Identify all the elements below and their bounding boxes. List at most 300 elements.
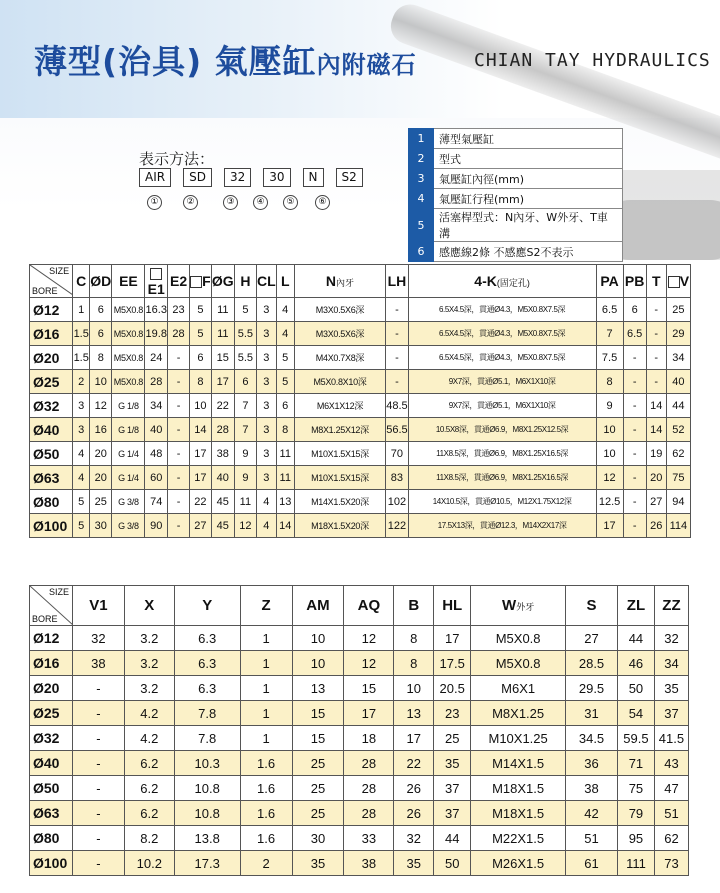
table-cell: 6.2 [124, 776, 174, 801]
table-cell: 16.3 [145, 298, 168, 322]
table-cell: M3X0.5X6深 [294, 322, 385, 346]
table-cell: - [386, 322, 409, 346]
header-cell [471, 586, 566, 626]
table-cell: 12 [344, 651, 394, 676]
table-cell: 28 [344, 776, 394, 801]
table-cell: 3 [256, 370, 276, 394]
table-cell: 62 [654, 826, 688, 851]
table-cell: 3 [256, 394, 276, 418]
table-cell: 8 [276, 418, 294, 442]
table-cell: 7.5 [596, 346, 623, 370]
table-cell: 15 [211, 346, 234, 370]
header-cell: PA [596, 265, 623, 298]
legend-text: 氣壓缸內徑(mm) [434, 169, 623, 189]
header-cell: V1 [72, 586, 124, 626]
table-cell: 52 [666, 418, 690, 442]
table-cell: 94 [666, 490, 690, 514]
table-cell: 83 [386, 466, 409, 490]
table-cell: 12 [596, 466, 623, 490]
table-row [30, 514, 691, 538]
table-cell: 1.6 [240, 826, 292, 851]
table-cell: 44 [666, 394, 690, 418]
table-row [30, 676, 689, 701]
table-cell: 75 [666, 466, 690, 490]
table-cell: 28 [344, 801, 394, 826]
bore-cell: Ø80 [30, 826, 73, 851]
table-cell: 45 [211, 490, 234, 514]
table-cell: 11 [276, 466, 294, 490]
table-cell: G 1/8 [112, 394, 145, 418]
table-row [30, 651, 689, 676]
table-cell: - [168, 490, 190, 514]
header-cell: ZZ [654, 586, 688, 626]
table-cell: 6.5 [596, 298, 623, 322]
table-cell: 10 [596, 418, 623, 442]
table-cell: - [646, 346, 666, 370]
table-cell: 24 [145, 346, 168, 370]
legend-number: 3 [409, 169, 434, 189]
table-cell: 10 [90, 370, 112, 394]
header-label: N [325, 273, 337, 289]
table-cell: 7 [596, 322, 623, 346]
legend-number: 6 [409, 242, 434, 262]
table-cell: - [72, 726, 124, 751]
table-cell: 17 [190, 466, 212, 490]
table-cell: - [623, 490, 646, 514]
table-cell: 4.2 [124, 726, 174, 751]
header-label: 4-K [474, 273, 497, 289]
table-cell: 19 [646, 442, 666, 466]
table-cell: 9 [596, 394, 623, 418]
table-cell: M10X1.5X15深 [294, 442, 385, 466]
header-cell [190, 265, 212, 298]
table-cell: 1.6 [240, 751, 292, 776]
table-cell: - [168, 514, 190, 538]
table-row [30, 851, 689, 876]
table-cell: 38 [344, 851, 394, 876]
table-cell: 27 [566, 626, 618, 651]
table-cell: M3X0.5X6深 [294, 298, 385, 322]
table-cell: 6.3 [174, 651, 240, 676]
table-cell: 56.5 [386, 418, 409, 442]
table-cell: 90 [145, 514, 168, 538]
table-cell: M10X1.5X15深 [294, 466, 385, 490]
table-cell: 6 [234, 370, 256, 394]
table-cell: 3 [256, 298, 276, 322]
table-cell: M18X1.5 [471, 801, 566, 826]
bore-cell: Ø20 [30, 676, 73, 701]
table-cell: 4 [256, 490, 276, 514]
table-cell: 102 [386, 490, 409, 514]
table-cell: 23 [168, 298, 190, 322]
corner-size-label: SIZE [49, 266, 70, 276]
table-cell: 25 [666, 298, 690, 322]
table-cell: 10 [190, 394, 212, 418]
table-cell: 5 [276, 346, 294, 370]
header-label: F [202, 273, 211, 289]
table-cell: 26 [394, 801, 434, 826]
table-cell: 3 [256, 418, 276, 442]
bore-cell: Ø50 [30, 776, 73, 801]
table-cell: M14X1.5X20深 [294, 490, 385, 514]
table-cell: 1 [73, 298, 90, 322]
table-cell: 29.5 [566, 676, 618, 701]
table-cell: M5X0.8 [112, 370, 145, 394]
table-cell: 14 [276, 514, 294, 538]
table-cell: 6.3 [174, 676, 240, 701]
table-cell: 34 [145, 394, 168, 418]
bore-cell: Ø32 [30, 726, 73, 751]
table-cell: 11X8.5深，貫通Ø6.9，M8X1.25X16.5深 [408, 442, 596, 466]
table-cell: 7 [234, 394, 256, 418]
legend-number: 1 [409, 129, 434, 149]
table-cell: M6X1X12深 [294, 394, 385, 418]
bore-cell: Ø32 [30, 394, 73, 418]
header-cell: Y [174, 586, 240, 626]
table-cell: 9X7深，貫通Ø5.1，M6X1X10深 [408, 394, 596, 418]
bore-cell: Ø80 [30, 490, 73, 514]
square-symbol-icon [190, 276, 202, 288]
table-cell: 34 [666, 346, 690, 370]
table-cell: M5X0.8 [471, 626, 566, 651]
table-row [30, 801, 689, 826]
table-cell: 59.5 [617, 726, 654, 751]
table-cell: 3 [256, 466, 276, 490]
header-cell: Z [240, 586, 292, 626]
table-cell: 37 [434, 776, 471, 801]
table-cell: 9 [234, 442, 256, 466]
table-row [30, 751, 689, 776]
table-cell: - [72, 826, 124, 851]
table-cell: 16 [90, 418, 112, 442]
table-cell: 8.2 [124, 826, 174, 851]
table-cell: 10 [394, 676, 434, 701]
table-cell: 6 [190, 346, 212, 370]
header-cell: HL [434, 586, 471, 626]
square-symbol-icon [668, 276, 680, 288]
table-cell: 33 [344, 826, 394, 851]
table-row [30, 466, 691, 490]
table-cell: 25 [292, 751, 344, 776]
code-box: SD [183, 168, 212, 187]
table-cell: 74 [145, 490, 168, 514]
table-cell: 4 [73, 442, 90, 466]
bore-cell: Ø20 [30, 346, 73, 370]
legend-text: 感應線2條 不感應S2不表示 [434, 242, 623, 262]
table-cell: 26 [394, 776, 434, 801]
title-small: 內附磁石 [316, 51, 417, 79]
table-cell: 1.6 [240, 801, 292, 826]
header-cell [145, 265, 168, 298]
legend-number: 5 [409, 209, 434, 242]
table-cell: 36 [566, 751, 618, 776]
table-cell: 8 [90, 346, 112, 370]
table-cell: 13 [292, 676, 344, 701]
table-cell: - [72, 851, 124, 876]
page-title [34, 36, 417, 83]
table-1-body [30, 298, 691, 538]
table-cell: 7.8 [174, 726, 240, 751]
circle-number: ④ [253, 195, 268, 210]
header-cell: L [276, 265, 294, 298]
size-bore-corner [30, 265, 73, 298]
table-cell: - [168, 394, 190, 418]
table-cell: 6 [623, 298, 646, 322]
table-row [30, 394, 691, 418]
table-cell: 7.8 [174, 701, 240, 726]
table-cell: 11 [234, 490, 256, 514]
code-box: 32 [224, 168, 251, 187]
table-cell: 20 [646, 466, 666, 490]
table-row [30, 346, 691, 370]
header-cell [294, 265, 385, 298]
table-cell: 5 [234, 298, 256, 322]
circle-number: ⑤ [283, 195, 298, 210]
header-cell: ZL [617, 586, 654, 626]
table-cell: - [168, 442, 190, 466]
table-cell: 14X10.5深，貫通Ø10.5，M12X1.75X12深 [408, 490, 596, 514]
table-cell: M8X1.25X12深 [294, 418, 385, 442]
table-cell: 15 [292, 701, 344, 726]
header-label: E1 [147, 281, 165, 297]
table-cell: 35 [394, 851, 434, 876]
table-cell: - [168, 346, 190, 370]
header-label: V [679, 273, 690, 289]
code-legend [408, 128, 623, 262]
header-sub-label: 內牙 [336, 278, 355, 288]
table-cell: G 3/8 [112, 490, 145, 514]
table-cell: - [168, 466, 190, 490]
table-cell: 62 [666, 442, 690, 466]
table-cell: 40 [145, 418, 168, 442]
table-cell: 71 [617, 751, 654, 776]
table-cell: 10.2 [124, 851, 174, 876]
table-cell: 6.5X4.5深，貫通Ø4.3，M5X0.8X7.5深 [408, 346, 596, 370]
table-row [30, 826, 689, 851]
legend-row [409, 242, 623, 262]
table-cell: - [168, 370, 190, 394]
table-cell: M6X1 [471, 676, 566, 701]
legend-row [409, 149, 623, 169]
brand-name: CHIAN TAY HYDRAULICS [474, 50, 711, 71]
table-cell: 25 [90, 490, 112, 514]
corner-bore-label: BORE [32, 614, 58, 624]
bore-cell: Ø63 [30, 466, 73, 490]
header-sub-label: (固定孔) [496, 278, 530, 288]
table-cell: 4 [73, 466, 90, 490]
table-header-row [30, 586, 689, 626]
table-cell: 7 [234, 418, 256, 442]
table-cell: 8 [394, 651, 434, 676]
code-box: 30 [263, 168, 290, 187]
table-cell: 79 [617, 801, 654, 826]
circle-number: ③ [223, 195, 238, 210]
table-cell: 4 [276, 322, 294, 346]
header-cell: CL [256, 265, 276, 298]
title-main: 薄型(治具) 氣壓缸 [34, 42, 317, 81]
table-cell: 4 [256, 514, 276, 538]
table-cell: 12 [344, 626, 394, 651]
header-cell: B [394, 586, 434, 626]
table-cell: 6 [276, 394, 294, 418]
table-cell: 25 [292, 776, 344, 801]
legend-number: 4 [409, 189, 434, 209]
table-cell: G 1/4 [112, 466, 145, 490]
table-cell: 6.5 [623, 322, 646, 346]
table-cell: 5 [190, 298, 212, 322]
table-cell: 13 [394, 701, 434, 726]
table-cell: - [72, 701, 124, 726]
table-cell: 38 [211, 442, 234, 466]
table-cell: 8 [596, 370, 623, 394]
table-cell: 3.2 [124, 676, 174, 701]
table-cell: 27 [646, 490, 666, 514]
table-cell: M5X0.8 [471, 651, 566, 676]
table-cell: 38 [566, 776, 618, 801]
table-cell: 28 [145, 370, 168, 394]
table-row [30, 776, 689, 801]
table-cell: 32 [394, 826, 434, 851]
table-cell: - [623, 394, 646, 418]
legend-row [409, 129, 623, 149]
table-cell: 25 [292, 801, 344, 826]
table-cell: 6.5X4.5深，貫通Ø4.3，M5X0.8X7.5深 [408, 298, 596, 322]
table-cell: 28 [211, 418, 234, 442]
header-cell: X [124, 586, 174, 626]
table-row [30, 418, 691, 442]
table-cell: G 1/8 [112, 418, 145, 442]
table-cell: 15 [292, 726, 344, 751]
bore-cell: Ø12 [30, 298, 73, 322]
table-cell: 122 [386, 514, 409, 538]
table-cell: 9 [234, 466, 256, 490]
bore-cell: Ø63 [30, 801, 73, 826]
table-cell: 20 [90, 466, 112, 490]
table-cell: 17 [434, 626, 471, 651]
table-header-row [30, 265, 691, 298]
table-cell: 14 [190, 418, 212, 442]
table-cell: 95 [617, 826, 654, 851]
table-cell: 30 [90, 514, 112, 538]
legend-text: 活塞桿型式：N內牙、W外牙、T車溝 [434, 209, 623, 242]
table-cell: - [623, 346, 646, 370]
table-row [30, 701, 689, 726]
table-cell: - [646, 370, 666, 394]
bore-cell: Ø16 [30, 322, 73, 346]
table-cell: M14X1.5 [471, 751, 566, 776]
table-cell: 17 [394, 726, 434, 751]
table-cell: 29 [666, 322, 690, 346]
table-cell: 12 [234, 514, 256, 538]
table-cell: - [72, 776, 124, 801]
table-cell: 1 [240, 651, 292, 676]
table-cell: 19.8 [145, 322, 168, 346]
table-cell: 3.2 [124, 626, 174, 651]
table-cell: 40 [666, 370, 690, 394]
table-cell: 4 [276, 298, 294, 322]
header-cell: ØG [211, 265, 234, 298]
table-cell: 17 [190, 442, 212, 466]
table-cell: 4.2 [124, 701, 174, 726]
table-cell: M5X0.8 [112, 298, 145, 322]
table-cell: 13 [276, 490, 294, 514]
corner-bore-label: BORE [32, 286, 58, 296]
table-cell: 44 [617, 626, 654, 651]
table-cell: - [623, 418, 646, 442]
header-cell: S [566, 586, 618, 626]
circle-number: ① [147, 195, 162, 210]
bore-cell: Ø40 [30, 418, 73, 442]
bore-cell: Ø25 [30, 370, 73, 394]
legend-row [409, 189, 623, 209]
table-cell: 31 [566, 701, 618, 726]
header-cell: H [234, 265, 256, 298]
table-cell: - [386, 298, 409, 322]
table-row [30, 726, 689, 751]
table-cell: 75 [617, 776, 654, 801]
table-cell: 28 [168, 322, 190, 346]
table-cell: 20.5 [434, 676, 471, 701]
table-cell: 3 [73, 418, 90, 442]
table-cell: 1.5 [73, 346, 90, 370]
bore-cell: Ø40 [30, 751, 73, 776]
legend-row [409, 169, 623, 189]
table-cell: 10 [596, 442, 623, 466]
table-cell: 37 [654, 701, 688, 726]
bore-cell: Ø100 [30, 514, 73, 538]
table-cell: - [623, 370, 646, 394]
legend-text: 氣壓缸行程(mm) [434, 189, 623, 209]
table-cell: 6.2 [124, 801, 174, 826]
header-cell: E2 [168, 265, 190, 298]
table-cell: 44 [434, 826, 471, 851]
table-cell: 45 [211, 514, 234, 538]
table-row [30, 322, 691, 346]
header-cell: T [646, 265, 666, 298]
table-cell: - [623, 514, 646, 538]
header-sub-label: 外牙 [516, 602, 535, 612]
table-cell: 10.8 [174, 776, 240, 801]
table-cell: 1 [240, 626, 292, 651]
legend-number: 2 [409, 149, 434, 169]
table-cell: M5X0.8X10深 [294, 370, 385, 394]
header-cell: PB [623, 265, 646, 298]
table-cell: - [646, 298, 666, 322]
table-cell: 28 [344, 751, 394, 776]
table-row [30, 490, 691, 514]
table-cell: 3 [256, 442, 276, 466]
table-cell: 5.5 [234, 322, 256, 346]
table-cell: 46 [617, 651, 654, 676]
table-cell: - [646, 322, 666, 346]
table-cell: G 3/8 [112, 514, 145, 538]
table-cell: 11 [211, 322, 234, 346]
table-cell: 10.3 [174, 751, 240, 776]
table-cell: 42 [566, 801, 618, 826]
table-cell: 73 [654, 851, 688, 876]
table-cell: 6.2 [124, 751, 174, 776]
table-cell: M5X0.8 [112, 346, 145, 370]
table-cell: M10X1.25 [471, 726, 566, 751]
code-box: AIR [139, 168, 171, 187]
table-cell: G 1/4 [112, 442, 145, 466]
table-cell: 61 [566, 851, 618, 876]
table-cell: 8 [394, 626, 434, 651]
table-cell: 32 [654, 626, 688, 651]
table-cell: 17.5 [434, 651, 471, 676]
table-cell: 48.5 [386, 394, 409, 418]
table-cell: 5 [276, 370, 294, 394]
